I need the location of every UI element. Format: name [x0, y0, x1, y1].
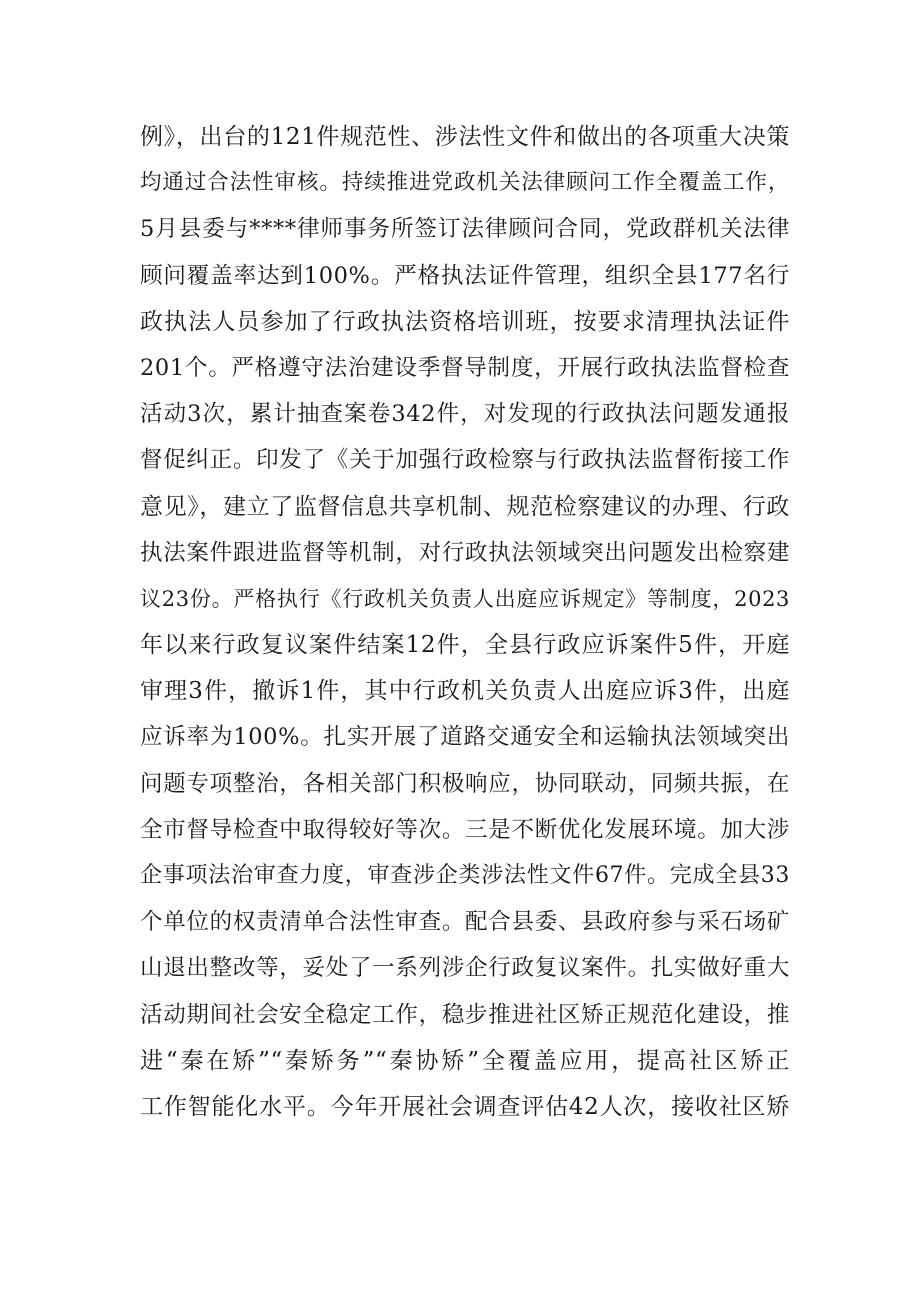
text-line: 企事项法治审查力度，审查涉企类涉法性文件67件。完成全县33	[140, 863, 790, 888]
text-line: 顾问覆盖率达到100%。严格执法证件管理，组织全县177名行	[140, 262, 790, 289]
text-line: 均通过合法性审核。持续推进党政机关法律顾问工作全覆盖工作，	[140, 170, 790, 196]
text-line: 政执法人员参加了行政执法资格培训班，按要求清理执法证件	[140, 308, 790, 335]
text-line: 进“秦在矫”“秦矫务”“秦协矫”全覆盖应用，提高社区矫正	[140, 1047, 790, 1074]
text-line: 工作智能化水平。今年开展社会调查评估42人次，接收社区矫	[140, 1093, 790, 1120]
text-line: 执法案件跟进监督等机制，对行政执法领域突出问题发出检察建	[140, 539, 790, 566]
text-line: 年以来行政复议案件结案12件，全县行政应诉案件5件，开庭	[140, 632, 790, 659]
text-line: 议23份。严格执行《行政机关负责人出庭应诉规定》等制度，2023	[140, 586, 790, 611]
text-line: 问题专项整治，各相关部门积极响应，协同联动，同频共振，在	[140, 770, 790, 797]
text-line: 活动3次，累计抽查案卷342件，对发现的行政执法问题发通报	[140, 401, 790, 428]
body-text	[140, 114, 790, 1130]
text-line: 审理3件，撤诉1件，其中行政机关负责人出庭应诉3件，出庭	[140, 678, 790, 705]
text-line: 例》，出台的121件规范性、涉法性文件和做出的各项重大决策	[140, 124, 790, 150]
text-line: 201个。严格遵守法治建设季督导制度，开展行政执法监督检查	[140, 354, 790, 381]
text-line: 山退出整改等，妥处了一系列涉企行政复议案件。扎实做好重大	[140, 955, 790, 982]
text-line: 意见》，建立了监督信息共享机制、规范检察建议的办理、行政	[140, 493, 790, 520]
text-line: 督促纠正。印发了《关于加强行政检察与行政执法监督衔接工作	[140, 447, 790, 474]
text-line: 应诉率为100%。扎实开展了道路交通安全和运输执法领域突出	[140, 724, 790, 751]
text-line: 5月县委与****律师事务所签订法律顾问合同，党政群机关法律	[140, 216, 790, 243]
text-line: 活动期间社会安全稳定工作，稳步推进社区矫正规范化建设，推	[140, 1001, 790, 1028]
text-line: 个单位的权责清单合法性审查。配合县委、县政府参与采石场矿	[140, 909, 790, 936]
text-line: 全市督导检查中取得较好等次。三是不断优化发展环境。加大涉	[140, 816, 790, 843]
